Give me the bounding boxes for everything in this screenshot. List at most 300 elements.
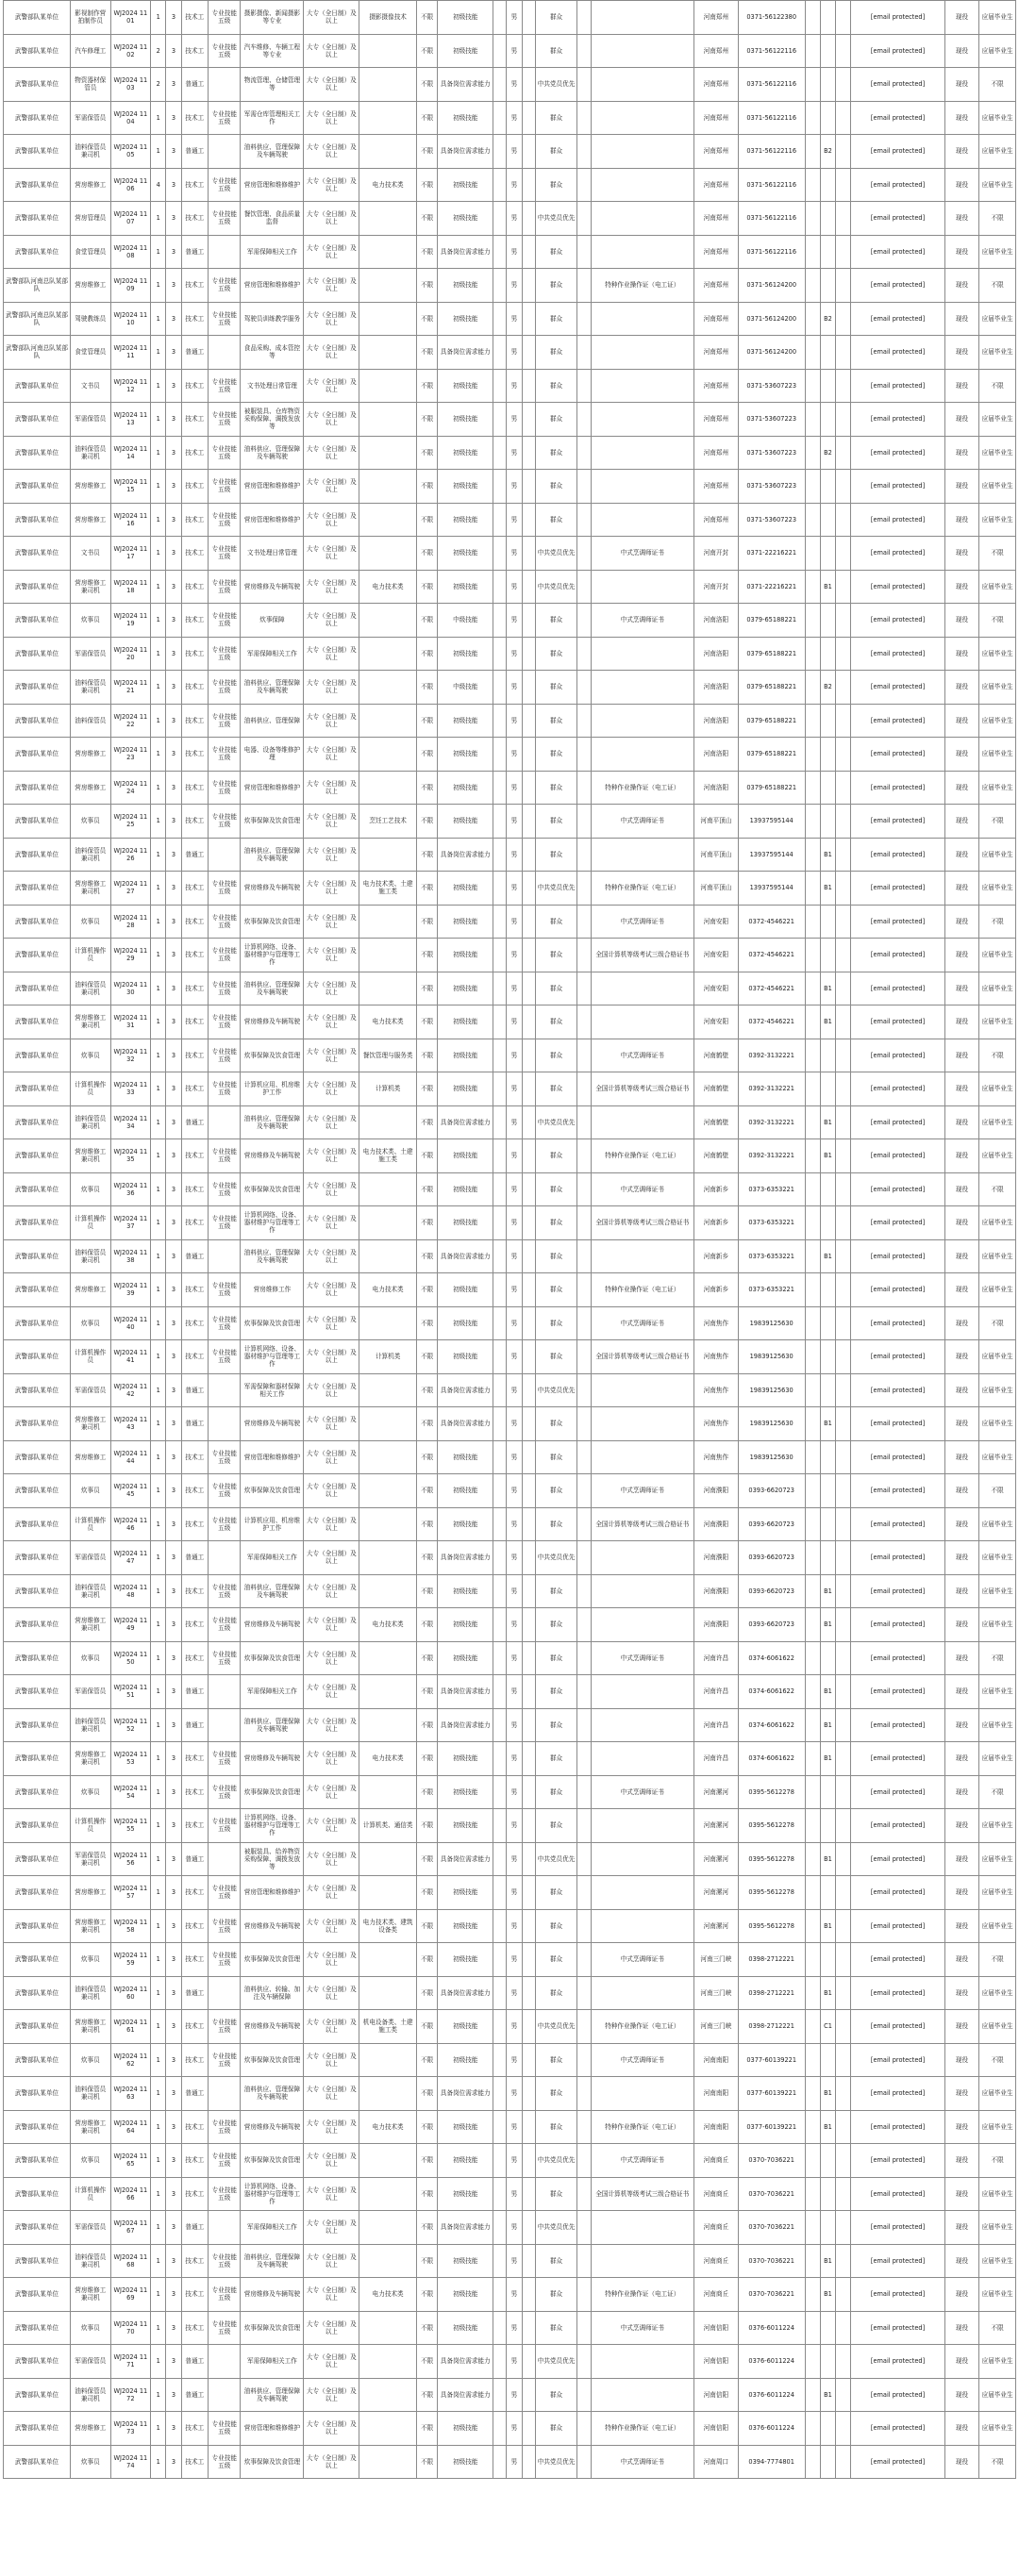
- cell-x1: [836, 1541, 851, 1575]
- cell-code: WJ2024 1150: [110, 1641, 151, 1675]
- cell-other: 初级技能: [438, 1507, 493, 1541]
- cell-other: 初级技能: [438, 939, 493, 972]
- cell-cert: 群众: [535, 235, 577, 269]
- cell-count: 1: [151, 1172, 166, 1206]
- cell-count2: 3: [166, 101, 181, 135]
- cell-major_desc: 大专（全日制）及以上: [304, 269, 359, 303]
- cell-position: 炊事员: [70, 2311, 110, 2345]
- cell-grade: [493, 872, 507, 906]
- cell-email: B1: [820, 2244, 835, 2278]
- cell-unit: 武警部队某单位: [4, 1005, 71, 1039]
- cell-x2: [email protected]: [851, 1440, 944, 1474]
- cell-exp: [522, 1440, 535, 1474]
- cell-exp: [522, 369, 535, 403]
- cell-x3: 现役: [944, 1139, 979, 1173]
- cell-count2: 3: [166, 1039, 181, 1072]
- cell-email: [820, 1641, 835, 1675]
- cell-major: 油料供应、管理保障及车辆驾驶: [241, 2378, 304, 2412]
- cell-email: B1: [820, 1139, 835, 1173]
- cell-level: 专业技能五级: [209, 1474, 241, 1508]
- cell-position: 油料保管员兼司机: [70, 972, 110, 1005]
- cell-phone: 河南许昌: [694, 1641, 739, 1675]
- cell-unit: 武警部队某单位: [4, 2445, 71, 2479]
- cell-type: 技术工: [181, 2278, 208, 2312]
- cell-remark: [805, 2412, 820, 2446]
- cell-note: [577, 336, 591, 370]
- cell-count: 1: [151, 2345, 166, 2379]
- cell-blank: 0395-5612278: [738, 1809, 805, 1843]
- cell-education: [359, 302, 417, 336]
- cell-phone: 河南平顶山: [694, 838, 739, 872]
- cell-other: 具备岗位需求能力: [438, 1842, 493, 1876]
- cell-gender: 男: [507, 2244, 522, 2278]
- cell-x3: 现役: [944, 1474, 979, 1508]
- cell-x3: 现役: [944, 1373, 979, 1407]
- cell-email: [820, 235, 835, 269]
- cell-type: 技术工: [181, 369, 208, 403]
- cell-major_desc: 大专（全日制）及以上: [304, 436, 359, 470]
- cell-count: 1: [151, 2412, 166, 2446]
- cell-phone: 河南漯河: [694, 1775, 739, 1809]
- cell-gender: 男: [507, 1909, 522, 1943]
- cell-major: 油料供应、管理保障及车辆驾驶: [241, 2244, 304, 2278]
- cell-phone: 河南濮阳: [694, 1574, 739, 1608]
- cell-x2: [email protected]: [851, 2211, 944, 2245]
- cell-x3: 现役: [944, 1239, 979, 1273]
- cell-x1: [836, 369, 851, 403]
- cell-x3: 现役: [944, 1273, 979, 1307]
- cell-major_desc: 大专（全日制）及以上: [304, 2378, 359, 2412]
- cell-x3: 现役: [944, 1742, 979, 1776]
- cell-other: 初级技能: [438, 1876, 493, 1910]
- cell-x1: [836, 202, 851, 236]
- cell-region: 中式烹调师证书: [591, 1474, 694, 1508]
- cell-count2: 3: [166, 1507, 181, 1541]
- cell-count: 1: [151, 101, 166, 135]
- cell-other: 初级技能: [438, 2010, 493, 2044]
- cell-note: [577, 771, 591, 805]
- cell-level: 专业技能五级: [209, 872, 241, 906]
- table-row: [4, 2345, 1016, 2379]
- cell-other: 具备岗位需求能力: [438, 1675, 493, 1709]
- cell-education: [359, 2378, 417, 2412]
- cell-email: [820, 939, 835, 972]
- table-row: [4, 1742, 1016, 1776]
- cell-count: 1: [151, 1139, 166, 1173]
- cell-x2: [email protected]: [851, 1943, 944, 1977]
- cell-count2: 3: [166, 1909, 181, 1943]
- cell-note: [577, 1876, 591, 1910]
- cell-count: 1: [151, 1273, 166, 1307]
- cell-email: [820, 369, 835, 403]
- cell-grade: [493, 1005, 507, 1039]
- cell-x4: 应届毕业生: [979, 503, 1016, 537]
- cell-grade: [493, 2445, 507, 2479]
- cell-education: [359, 1373, 417, 1407]
- cell-gender: 男: [507, 503, 522, 537]
- cell-education: [359, 738, 417, 772]
- cell-major_desc: 大专（全日制）及以上: [304, 2311, 359, 2345]
- cell-count2: 3: [166, 34, 181, 68]
- cell-x1: [836, 403, 851, 437]
- cell-region: [591, 2378, 694, 2412]
- cell-code: WJ2024 1142: [110, 1373, 151, 1407]
- cell-degree: 不限: [417, 704, 438, 738]
- cell-cert: 群众: [535, 972, 577, 1005]
- cell-phone: 河南许昌: [694, 1708, 739, 1742]
- cell-major: 计算机网络、设备、器材维护与管理等工作: [241, 1206, 304, 1240]
- cell-region: 中式烹调师证书: [591, 2311, 694, 2345]
- cell-code: WJ2024 1114: [110, 436, 151, 470]
- cell-remark: [805, 503, 820, 537]
- cell-position: 油料保管员兼司机: [70, 2378, 110, 2412]
- cell-count2: 3: [166, 1105, 181, 1139]
- cell-phone: 河南开封: [694, 537, 739, 571]
- cell-cert: 群众: [535, 1775, 577, 1809]
- cell-unit: 武警部队某单位: [4, 838, 71, 872]
- cell-x4: 不限: [979, 68, 1016, 102]
- cell-grade: [493, 235, 507, 269]
- cell-degree: 不限: [417, 1708, 438, 1742]
- cell-unit: 武警部队某单位: [4, 1541, 71, 1575]
- cell-x2: [email protected]: [851, 101, 944, 135]
- cell-x3: 现役: [944, 1608, 979, 1642]
- cell-code: WJ2024 1123: [110, 738, 151, 772]
- cell-blank: 0372-4546221: [738, 939, 805, 972]
- cell-grade: [493, 1105, 507, 1139]
- cell-note: [577, 202, 591, 236]
- cell-unit: 武警部队某单位: [4, 637, 71, 671]
- cell-unit: 武警部队某单位: [4, 1440, 71, 1474]
- cell-x1: [836, 805, 851, 839]
- cell-level: 专业技能五级: [209, 537, 241, 571]
- cell-exp: [522, 1608, 535, 1642]
- cell-education: [359, 470, 417, 504]
- cell-remark: [805, 168, 820, 202]
- table-row: [4, 2177, 1016, 2211]
- cell-remark: [805, 2144, 820, 2178]
- cell-degree: 不限: [417, 2211, 438, 2245]
- cell-major: 餐饮管理、食品质量监督: [241, 202, 304, 236]
- cell-cert: 群众: [535, 805, 577, 839]
- cell-exp: [522, 1708, 535, 1742]
- cell-note: [577, 2144, 591, 2178]
- cell-unit: 武警部队某单位: [4, 704, 71, 738]
- cell-blank: 0376-6011224: [738, 2378, 805, 2412]
- table-row: [4, 2043, 1016, 2077]
- cell-degree: 不限: [417, 2110, 438, 2144]
- cell-x4: 不限: [979, 805, 1016, 839]
- cell-other: 具备岗位需求能力: [438, 838, 493, 872]
- cell-gender: 男: [507, 805, 522, 839]
- cell-x2: [email protected]: [851, 1708, 944, 1742]
- cell-x4: 应届毕业生: [979, 2345, 1016, 2379]
- cell-note: [577, 2311, 591, 2345]
- cell-blank: 0371-56124200: [738, 336, 805, 370]
- cell-major_desc: 大专（全日制）及以上: [304, 2278, 359, 2312]
- cell-x3: 现役: [944, 2211, 979, 2245]
- cell-code: WJ2024 1143: [110, 1407, 151, 1441]
- cell-gender: 男: [507, 235, 522, 269]
- cell-phone: 河南安阳: [694, 972, 739, 1005]
- cell-note: [577, 2010, 591, 2044]
- cell-other: 初级技能: [438, 470, 493, 504]
- cell-remark: [805, 101, 820, 135]
- cell-email: [820, 738, 835, 772]
- cell-blank: 0371-53607223: [738, 436, 805, 470]
- cell-remark: [805, 2278, 820, 2312]
- cell-region: [591, 235, 694, 269]
- cell-blank: 0371-56122116: [738, 34, 805, 68]
- cell-unit: 武警部队某单位: [4, 2010, 71, 2044]
- cell-email: [820, 2445, 835, 2479]
- cell-note: [577, 1474, 591, 1508]
- cell-x4: 应届毕业生: [979, 2244, 1016, 2278]
- cell-code: WJ2024 1162: [110, 2043, 151, 2077]
- cell-x2: [email protected]: [851, 436, 944, 470]
- cell-major_desc: 大专（全日制）及以上: [304, 2211, 359, 2245]
- cell-x4: 应届毕业生: [979, 939, 1016, 972]
- cell-gender: 男: [507, 2412, 522, 2446]
- cell-grade: [493, 1675, 507, 1709]
- cell-blank: 0371-56122116: [738, 235, 805, 269]
- cell-count2: 3: [166, 2445, 181, 2479]
- cell-x2: [email protected]: [851, 1039, 944, 1072]
- cell-cert: 群众: [535, 2378, 577, 2412]
- cell-type: 普通工: [181, 2345, 208, 2379]
- cell-major: 军需保障和器材保障相关工作: [241, 1373, 304, 1407]
- cell-major: 计算机网络、设备、器材维护与管理等工作: [241, 1809, 304, 1843]
- cell-level: 专业技能五级: [209, 101, 241, 135]
- cell-major: 油料供应、转输、加注及车辆保障: [241, 1976, 304, 2010]
- cell-blank: 0393-6620723: [738, 1541, 805, 1575]
- cell-email: [820, 1541, 835, 1575]
- cell-remark: [805, 1072, 820, 1106]
- cell-level: 专业技能五级: [209, 1608, 241, 1642]
- cell-blank: 0377-60139221: [738, 2077, 805, 2111]
- cell-remark: [805, 1340, 820, 1374]
- cell-cert: 群众: [535, 1407, 577, 1441]
- cell-gender: 男: [507, 1876, 522, 1910]
- cell-major_desc: 大专（全日制）及以上: [304, 403, 359, 437]
- cell-education: [359, 1474, 417, 1508]
- cell-major: 油料供应、管理保障及车辆驾驶: [241, 1239, 304, 1273]
- cell-remark: [805, 1105, 820, 1139]
- cell-major: 军需保障相关工作: [241, 235, 304, 269]
- cell-region: [591, 1574, 694, 1608]
- cell-type: 技术工: [181, 2043, 208, 2077]
- cell-degree: 不限: [417, 1541, 438, 1575]
- cell-position: 营房维修工兼司机: [70, 1139, 110, 1173]
- cell-degree: 不限: [417, 1139, 438, 1173]
- cell-degree: 不限: [417, 1340, 438, 1374]
- cell-position: 炊事员: [70, 1306, 110, 1340]
- cell-major_desc: 大专（全日制）及以上: [304, 972, 359, 1005]
- cell-note: [577, 972, 591, 1005]
- cell-gender: 男: [507, 704, 522, 738]
- table-row: [4, 1675, 1016, 1709]
- cell-position: 营房维修工: [70, 1876, 110, 1910]
- table-row: [4, 939, 1016, 972]
- cell-level: 专业技能五级: [209, 1574, 241, 1608]
- cell-degree: 不限: [417, 1206, 438, 1240]
- cell-type: 普通工: [181, 235, 208, 269]
- cell-x4: 应届毕业生: [979, 168, 1016, 202]
- cell-level: 专业技能五级: [209, 302, 241, 336]
- cell-level: 专业技能五级: [209, 1943, 241, 1977]
- cell-level: 专业技能五级: [209, 1742, 241, 1776]
- cell-education: 电力技术类、土建施工类: [359, 1139, 417, 1173]
- cell-phone: 河南焦作: [694, 1407, 739, 1441]
- cell-x4: 应届毕业生: [979, 135, 1016, 169]
- cell-gender: 男: [507, 1775, 522, 1809]
- cell-other: 具备岗位需求能力: [438, 2378, 493, 2412]
- cell-unit: 武警部队某单位: [4, 1273, 71, 1307]
- cell-level: 专业技能五级: [209, 1775, 241, 1809]
- cell-type: 技术工: [181, 1943, 208, 1977]
- cell-x1: [836, 604, 851, 638]
- cell-region: 特种作业操作证（电工证）: [591, 2010, 694, 2044]
- cell-cert: 群众: [535, 771, 577, 805]
- cell-blank: 0379-65188221: [738, 771, 805, 805]
- cell-level: 专业技能五级: [209, 1005, 241, 1039]
- cell-other: 初级技能: [438, 704, 493, 738]
- cell-x2: [email protected]: [851, 1842, 944, 1876]
- cell-type: 技术工: [181, 2177, 208, 2211]
- cell-major: 文书处理日常管理: [241, 369, 304, 403]
- cell-type: 技术工: [181, 2244, 208, 2278]
- cell-email: [820, 1206, 835, 1240]
- cell-education: [359, 1440, 417, 1474]
- cell-position: 油料保管员兼司机: [70, 1976, 110, 2010]
- cell-note: [577, 872, 591, 906]
- cell-x4: 应届毕业生: [979, 403, 1016, 437]
- cell-count: 1: [151, 436, 166, 470]
- cell-type: 普通工: [181, 1842, 208, 1876]
- cell-type: 技术工: [181, 1206, 208, 1240]
- cell-cert: 群众: [535, 1507, 577, 1541]
- cell-note: [577, 1206, 591, 1240]
- cell-grade: [493, 2144, 507, 2178]
- cell-education: 计算机类: [359, 1072, 417, 1106]
- cell-code: WJ2024 1136: [110, 1172, 151, 1206]
- cell-count2: 3: [166, 872, 181, 906]
- cell-position: 营房维修工: [70, 2412, 110, 2446]
- cell-x1: [836, 872, 851, 906]
- cell-x1: [836, 68, 851, 102]
- cell-x2: [email protected]: [851, 738, 944, 772]
- cell-region: [591, 1608, 694, 1642]
- cell-cert: 群众: [535, 637, 577, 671]
- cell-phone: 河南新乡: [694, 1172, 739, 1206]
- cell-note: [577, 637, 591, 671]
- cell-gender: 男: [507, 604, 522, 638]
- cell-phone: 河南郑州: [694, 202, 739, 236]
- cell-degree: 不限: [417, 1574, 438, 1608]
- cell-level: [209, 2345, 241, 2379]
- cell-x2: [email protected]: [851, 1809, 944, 1843]
- cell-position: 营房维修工: [70, 1440, 110, 1474]
- cell-x4: 应届毕业生: [979, 34, 1016, 68]
- cell-education: [359, 1775, 417, 1809]
- cell-education: 计算机类、通信类: [359, 1809, 417, 1843]
- cell-blank: 0374-6061622: [738, 1742, 805, 1776]
- cell-x3: 现役: [944, 101, 979, 135]
- cell-count: 1: [151, 1976, 166, 2010]
- cell-major_desc: 大专（全日制）及以上: [304, 1507, 359, 1541]
- cell-major: 军需保障相关工作: [241, 2345, 304, 2379]
- cell-cert: 群众: [535, 1976, 577, 2010]
- cell-degree: 不限: [417, 2445, 438, 2479]
- cell-x4: 不限: [979, 1943, 1016, 1977]
- cell-x4: 应届毕业生: [979, 1005, 1016, 1039]
- cell-education: [359, 2211, 417, 2245]
- cell-x4: 应届毕业生: [979, 671, 1016, 705]
- cell-type: 技术工: [181, 1172, 208, 1206]
- cell-code: WJ2024 1153: [110, 1742, 151, 1776]
- cell-cert: 群众: [535, 1943, 577, 1977]
- cell-grade: [493, 202, 507, 236]
- cell-cert: 群众: [535, 2244, 577, 2278]
- cell-x3: 现役: [944, 302, 979, 336]
- cell-grade: [493, 470, 507, 504]
- cell-x4: 不限: [979, 1641, 1016, 1675]
- cell-phone: 河南鹤壁: [694, 1139, 739, 1173]
- cell-note: [577, 503, 591, 537]
- cell-x3: 现役: [944, 2244, 979, 2278]
- cell-email: [820, 403, 835, 437]
- cell-phone: 河南郑州: [694, 101, 739, 135]
- cell-unit: 武警部队某单位: [4, 805, 71, 839]
- cell-count2: 3: [166, 1072, 181, 1106]
- cell-other: 初级技能: [438, 905, 493, 939]
- cell-x2: [email protected]: [851, 34, 944, 68]
- cell-grade: [493, 436, 507, 470]
- cell-phone: 河南漯河: [694, 1842, 739, 1876]
- cell-blank: 19839125630: [738, 1306, 805, 1340]
- cell-level: 专业技能五级: [209, 1306, 241, 1340]
- cell-x1: [836, 302, 851, 336]
- table-row: [4, 604, 1016, 638]
- cell-code: WJ2024 1165: [110, 2144, 151, 2178]
- cell-x2: [email protected]: [851, 1, 944, 35]
- cell-major_desc: 大专（全日制）及以上: [304, 2412, 359, 2446]
- cell-email: [820, 1809, 835, 1843]
- cell-education: 电力技术类: [359, 1273, 417, 1307]
- cell-count2: 3: [166, 604, 181, 638]
- cell-level: 专业技能五级: [209, 34, 241, 68]
- cell-x1: [836, 1976, 851, 2010]
- cell-grade: [493, 2077, 507, 2111]
- cell-email: [820, 1507, 835, 1541]
- table-row: [4, 1, 1016, 35]
- cell-other: 初级技能: [438, 872, 493, 906]
- cell-education: 电力技术类、建筑设备类: [359, 1909, 417, 1943]
- cell-degree: 不限: [417, 235, 438, 269]
- cell-x2: [email protected]: [851, 1641, 944, 1675]
- cell-unit: 武警部队某单位: [4, 1172, 71, 1206]
- cell-major_desc: 大专（全日制）及以上: [304, 135, 359, 169]
- cell-type: 普通工: [181, 2378, 208, 2412]
- cell-phone: 河南南阳: [694, 2043, 739, 2077]
- cell-code: WJ2024 1166: [110, 2177, 151, 2211]
- cell-position: 计算机操作员: [70, 1340, 110, 1374]
- cell-email: B1: [820, 2110, 835, 2144]
- cell-type: 技术工: [181, 101, 208, 135]
- cell-exp: [522, 738, 535, 772]
- cell-count2: 3: [166, 838, 181, 872]
- cell-code: WJ2024 1135: [110, 1139, 151, 1173]
